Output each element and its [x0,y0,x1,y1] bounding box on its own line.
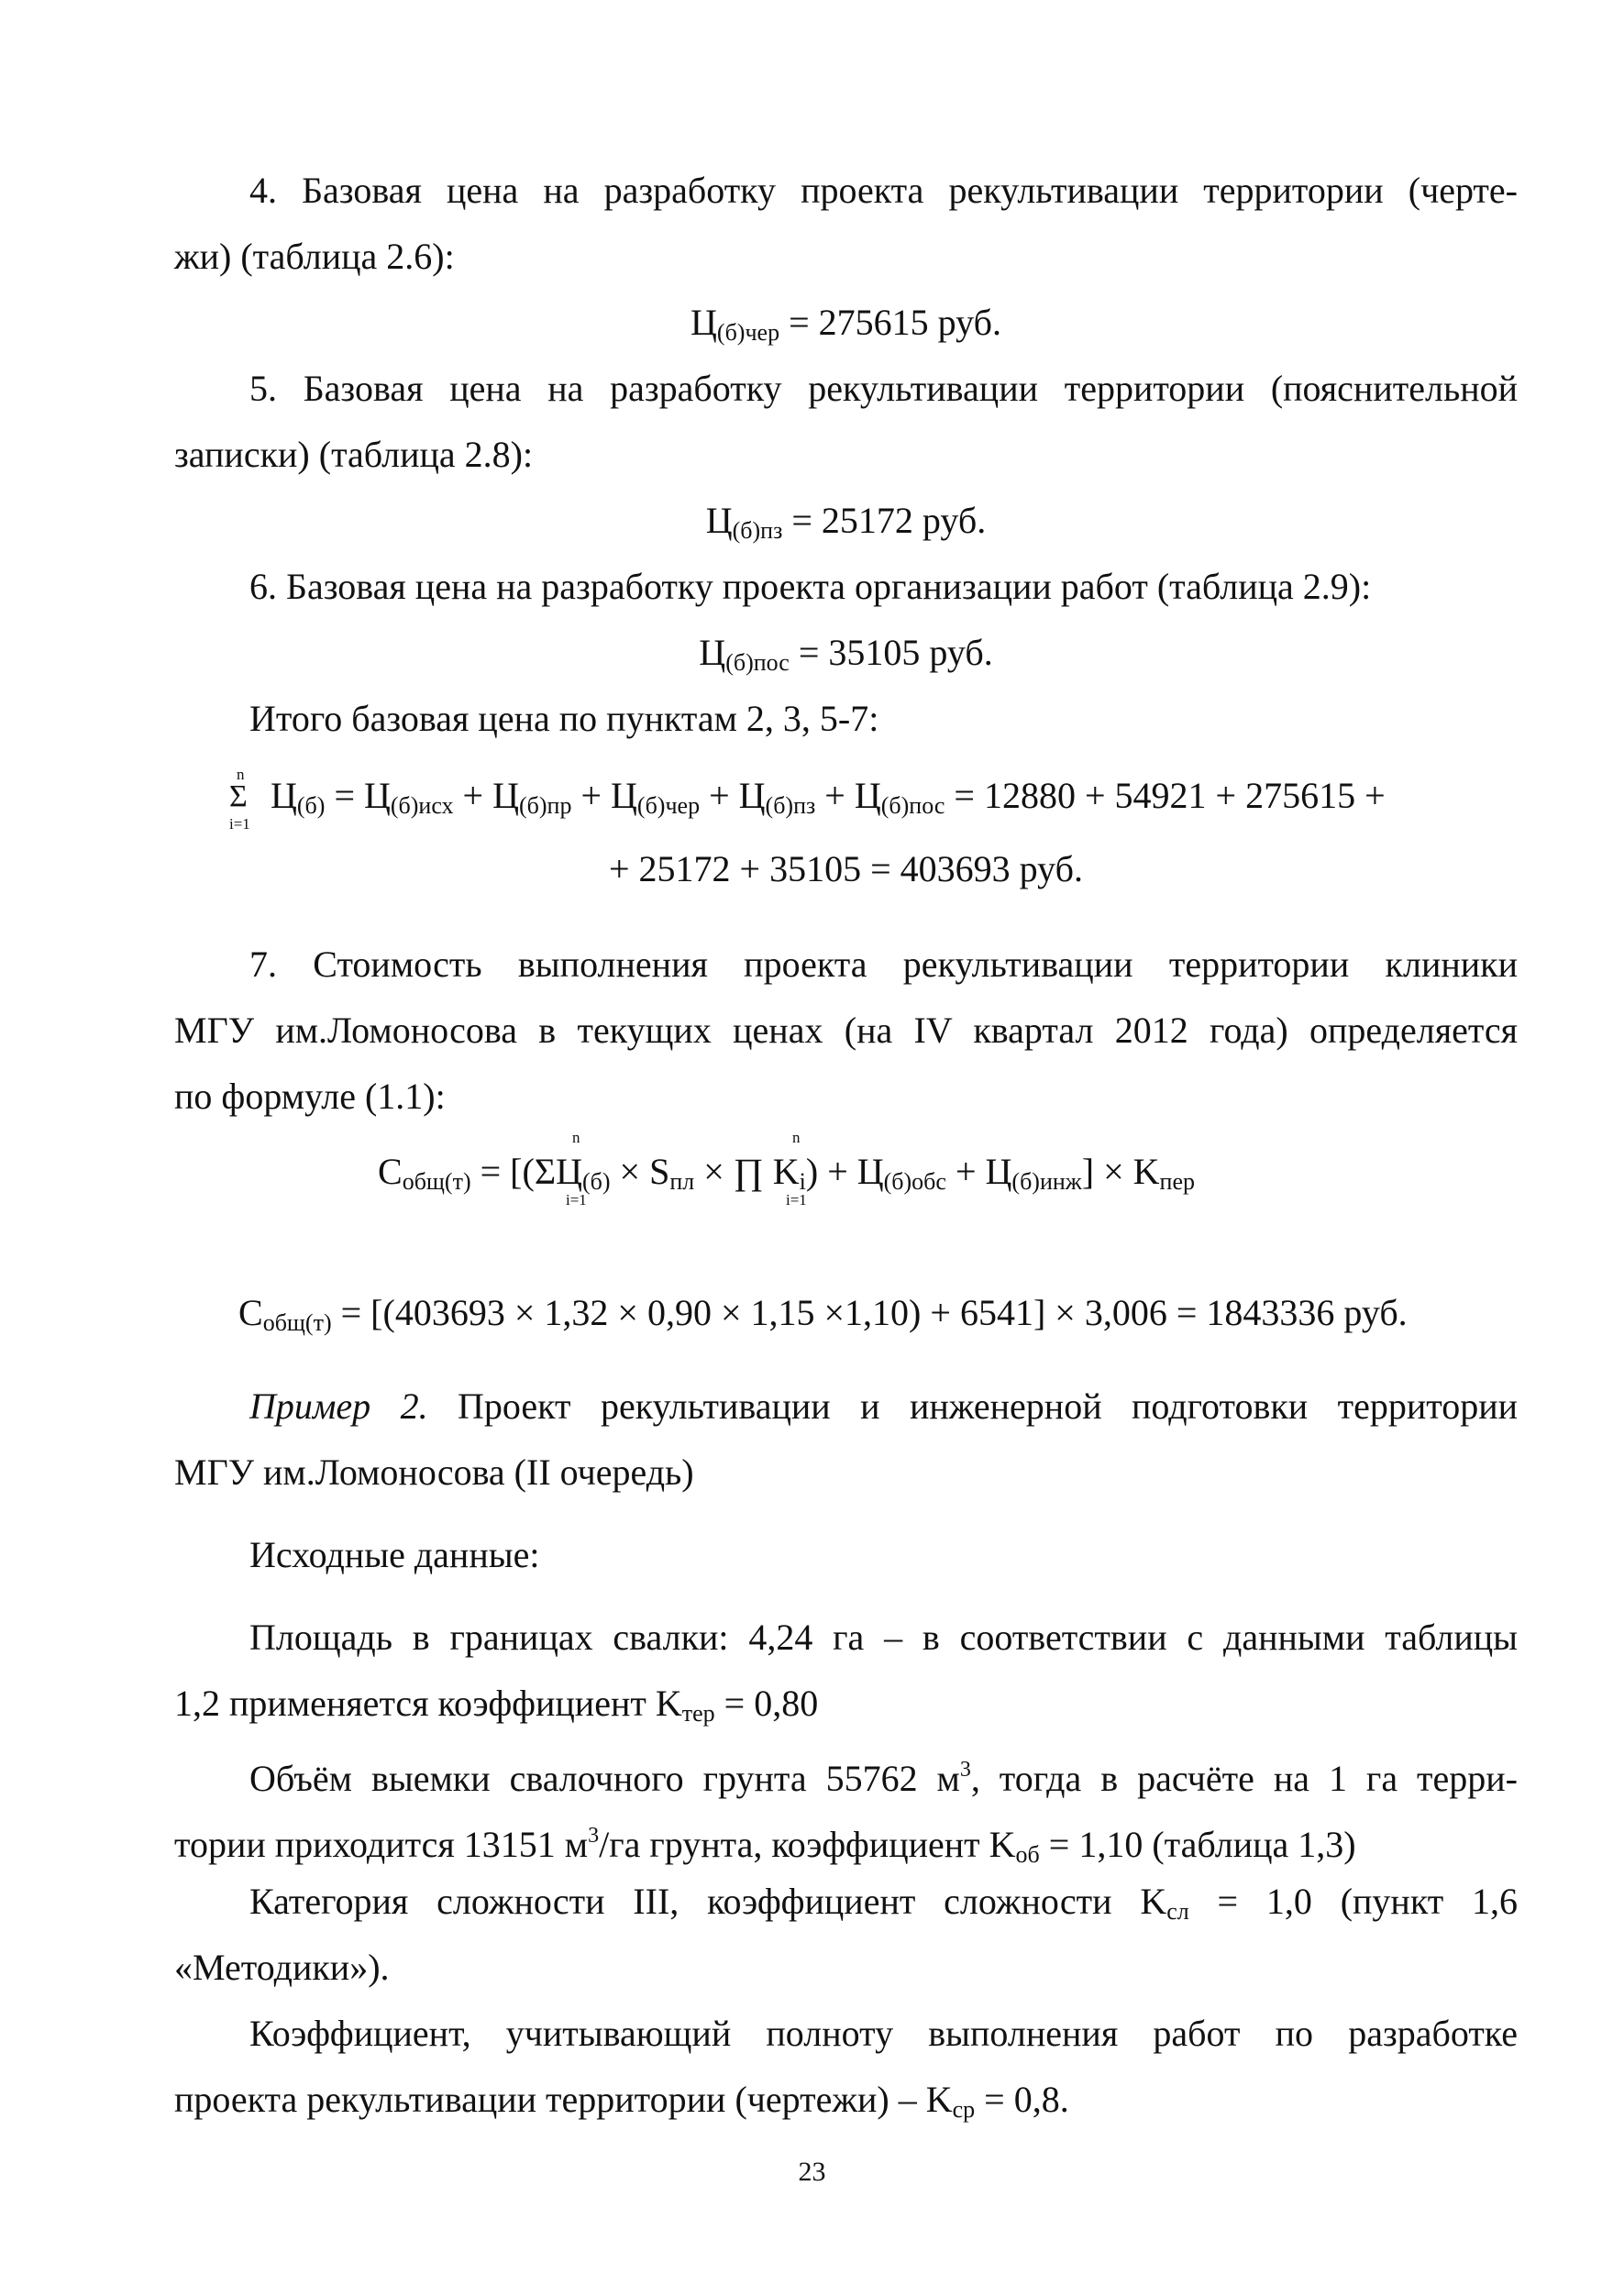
item5-line2: записки) (таблица 2.8): [174,434,534,475]
sum-formula-line1: $Ц_{(б)} = Ц_{(б)исх} + Ц_{(б)пр} + Ц_{(б)чер} + Ц_{(б)пз} + Ц_{(б)пос} = 12880 + 54921 + 275615$ + [271,775,1386,819]
page-number: 23 [798,2157,826,2187]
sum-formula-line2: + 25172 + 35105 = 403693 руб. [609,848,1083,889]
category-line2: «Методики»). [174,1947,390,1988]
initial-data-heading: Исходные данные: [249,1534,540,1575]
item7-line1: 7. Стоимость выполнения проекта рекультивации территории клиники [249,944,1518,985]
item5-line1: 5. Базовая цена на разработку рекультивации территории (пояснительной [249,368,1518,409]
area-line1: Площадь в границах свалки: 4,24 га – в соответствии с данными таблицы [249,1617,1518,1658]
total-intro: Итого базовая цена по пунктам 2, 3, 5-7: [249,698,879,739]
coef-line1: Коэффициент, учитывающий полноту выполнения работ по разработке [249,2013,1518,2054]
coef-line2: проекта рекультивации территории (чертежи) – $K_{ср} = 0,8$. [174,2079,1069,2123]
area-line2: 1,2 применяется коэффициент $K_{тер} = 0,80$ [174,1683,819,1727]
formula-cena-cher: $Ц_{(б)чер} = 275615$ руб. [690,302,1001,346]
example2-line2: МГУ им.Ломоносова (II очередь) [174,1452,694,1493]
formula-cena-pos: $Ц_{(б)пос} = 35105$ руб. [699,632,993,676]
sum-upper-limit: n [237,766,245,783]
item4-line2: жи) (таблица 2.6): [174,236,455,277]
f11-prod-upper: n [792,1129,801,1146]
sum-symbol: Σ [229,779,248,813]
f11-sum-lower: i=1 [566,1191,587,1209]
volume-line2: тории приходится 13151 $м^3/га$ грунта, коэффициент $K_{об} = 1,10$ (таблица 1,3) [174,1824,1356,1868]
cost-calculation: $С_{общ(т)} = [(403693 \times 1,32 \times 0,90 \times 1,15 \times 1,10) + 6541] \times 3,006 = 1843336$ руб. [238,1292,1408,1336]
item7-line2: МГУ им.Ломоносова в текущих ценах (на IV квартал 2012 года) определяется [174,1010,1518,1051]
f11-prod-lower: i=1 [786,1191,807,1209]
item7-line3: по формуле (1.1): [174,1076,446,1117]
formula-1-1-line: $С_{общ(т)} = [(\Sigma Ц_{(б)} \times S_{пл}$ × ∏ $K_i) + Ц_{(б)обс} + Ц_{(б)инж}] \times K_{пер}$ [378,1151,1195,1195]
item4-line1: 4. Базовая цена на разработку проекта рекультивации территории (черте- [249,170,1518,211]
formula-cena-pz: $Ц_{(б)пз} = 25172$ руб. [705,500,987,544]
volume-line1: Объём выемки свалочного грунта 55762 $м^3$, тогда в расчёте на 1 га терри- [249,1758,1518,1799]
item6-line1: 6. Базовая цена на разработку проекта организации работ (таблица 2.9): [249,566,1372,607]
f11-sum-upper: n [572,1129,580,1146]
category-line1: Категория сложности III, коэффициент сложности $K_{сл} = 1,0$ (пункт 1,6 [249,1881,1519,1925]
sum-lower-limit: i=1 [229,815,250,833]
example2-line1: Пример 2. Проект рекультивации и инженерной подготовки территории [249,1385,1519,1427]
